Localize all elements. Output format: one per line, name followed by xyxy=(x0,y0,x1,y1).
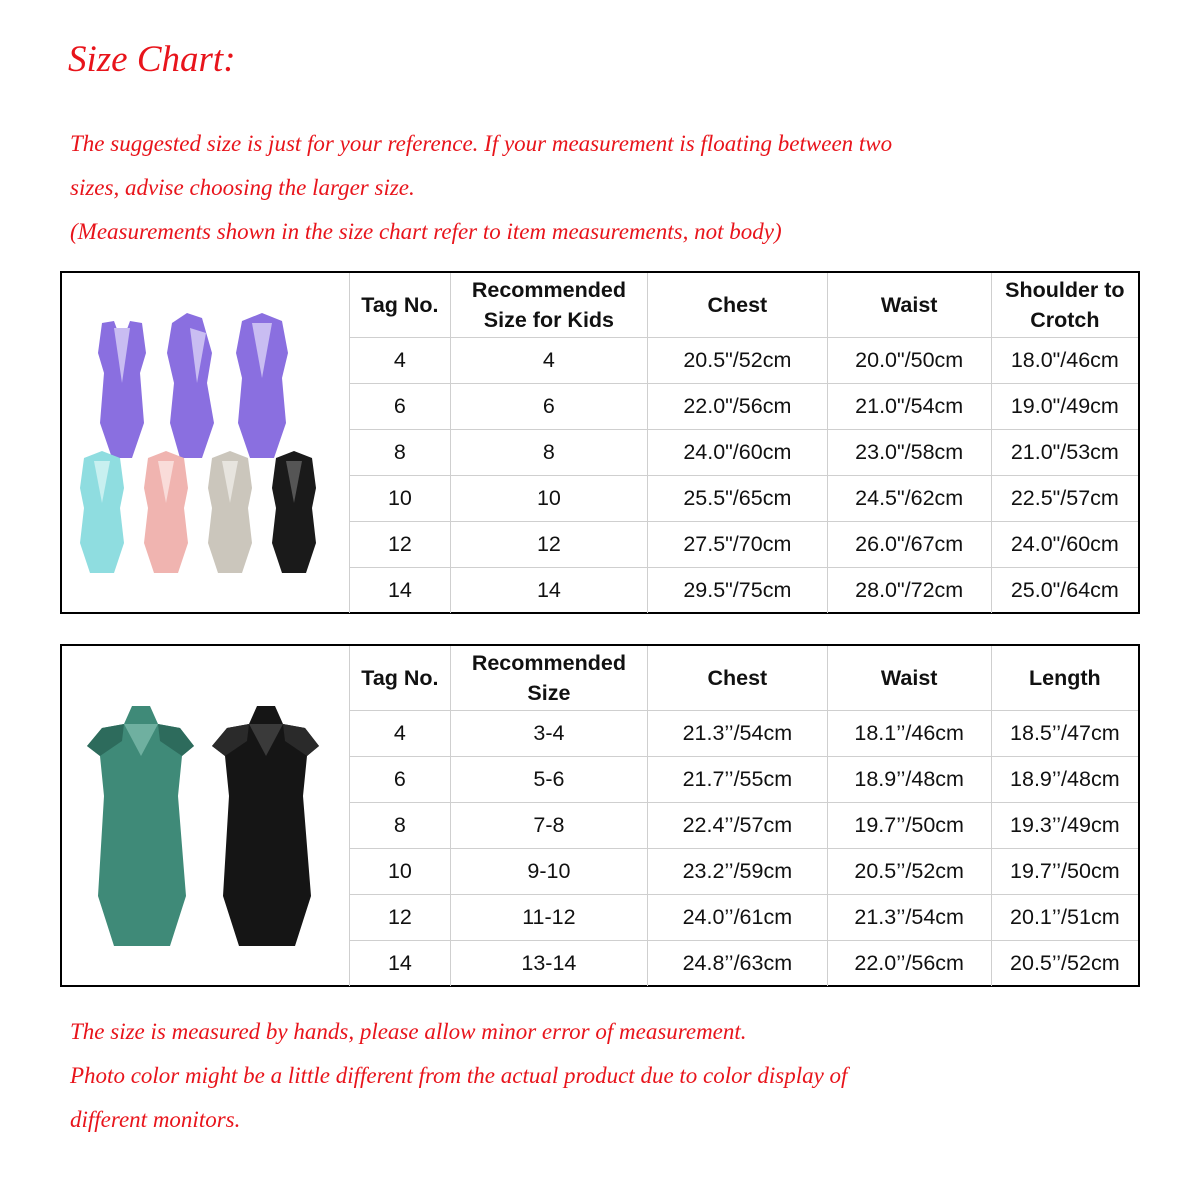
cell: 22.0"/56cm xyxy=(648,384,828,430)
cell: 8 xyxy=(450,430,647,476)
header-waist: Waist xyxy=(827,273,991,338)
table-row xyxy=(350,849,1139,895)
cell: 23.0"/58cm xyxy=(827,430,991,476)
intro-note xyxy=(70,122,1170,254)
leotard-purple-side xyxy=(167,313,214,458)
table-row xyxy=(350,476,1139,522)
intro-line-1: The suggested size is just for your reference. If your measurement is floating between two xyxy=(70,131,893,156)
cell: 19.3’’/49cm xyxy=(991,803,1138,849)
cell: 24.0"/60cm xyxy=(648,430,828,476)
cell: 18.0"/46cm xyxy=(991,338,1138,384)
table-header-row xyxy=(350,273,1139,338)
table-row xyxy=(350,338,1139,384)
page-title: Size Chart: xyxy=(68,39,236,80)
cell: 24.0’’/61cm xyxy=(648,895,828,941)
cell: 20.5’’/52cm xyxy=(827,849,991,895)
cell: 4 xyxy=(350,711,451,757)
table-row xyxy=(350,895,1139,941)
header-tag-no: Tag No. xyxy=(350,273,451,338)
cell: 18.9’’/48cm xyxy=(827,757,991,803)
size-table-velvet-leotard xyxy=(60,644,1140,987)
cell: 14 xyxy=(450,568,647,614)
table-row xyxy=(350,522,1139,568)
cell: 12 xyxy=(350,895,451,941)
leotard-aqua xyxy=(80,451,124,573)
cell: 20.5"/52cm xyxy=(648,338,828,384)
cell: 23.2’’/59cm xyxy=(648,849,828,895)
intro-line-3: (Measurements shown in the size chart refer to item measurements, not body) xyxy=(70,219,782,244)
cell: 4 xyxy=(450,338,647,384)
cell: 24.8’’/63cm xyxy=(648,941,828,987)
header-length: Length xyxy=(991,646,1138,711)
outro-line-3: different monitors. xyxy=(70,1107,241,1132)
outro-line-1: The size is measured by hands, please allow minor error of measurement. xyxy=(70,1019,747,1044)
cell: 21.0"/53cm xyxy=(991,430,1138,476)
cell: 6 xyxy=(350,757,451,803)
leotard-illustration-2 xyxy=(62,646,349,985)
leotard-black xyxy=(272,451,316,573)
table-row xyxy=(350,803,1139,849)
cell: 6 xyxy=(350,384,451,430)
cell: 18.1’’/46cm xyxy=(827,711,991,757)
table-row xyxy=(350,711,1139,757)
cell: 22.0’’/56cm xyxy=(827,941,991,987)
table-header-row xyxy=(350,646,1139,711)
cell: 25.5"/65cm xyxy=(648,476,828,522)
cell: 10 xyxy=(350,476,451,522)
cell: 8 xyxy=(350,430,451,476)
product-image-lace-leotards xyxy=(62,273,350,612)
cell: 7-8 xyxy=(450,803,647,849)
cell: 19.7’’/50cm xyxy=(991,849,1138,895)
intro-line-2: sizes, advise choosing the larger size. xyxy=(70,175,415,200)
cell: 10 xyxy=(450,476,647,522)
cell: 27.5"/70cm xyxy=(648,522,828,568)
header-recommended-size: Recommended Size for Kids xyxy=(450,273,647,338)
table-row xyxy=(350,757,1139,803)
leotard-purple-back xyxy=(236,313,288,458)
cell: 10 xyxy=(350,849,451,895)
cell: 21.3’’/54cm xyxy=(827,895,991,941)
product-image-velvet-leotards xyxy=(62,646,350,985)
cell: 24.5"/62cm xyxy=(827,476,991,522)
leotard-pink xyxy=(144,451,188,573)
cell: 20.0"/50cm xyxy=(827,338,991,384)
outro-note xyxy=(70,1010,1170,1142)
table-row xyxy=(350,384,1139,430)
header-chest: Chest xyxy=(648,273,828,338)
cell: 11-12 xyxy=(450,895,647,941)
size-table-2 xyxy=(349,646,1138,986)
table-row xyxy=(350,430,1139,476)
cell: 14 xyxy=(350,941,451,987)
cell: 20.1’’/51cm xyxy=(991,895,1138,941)
table-row xyxy=(350,568,1139,614)
leotard-black-velvet xyxy=(212,706,319,946)
header-waist: Waist xyxy=(827,646,991,711)
cell: 5-6 xyxy=(450,757,647,803)
header-recommended-size: Recommended Size xyxy=(450,646,647,711)
cell: 25.0"/64cm xyxy=(991,568,1138,614)
cell: 20.5’’/52cm xyxy=(991,941,1138,987)
cell: 14 xyxy=(350,568,451,614)
cell: 13-14 xyxy=(450,941,647,987)
header-tag-no: Tag No. xyxy=(350,646,451,711)
cell: 21.0"/54cm xyxy=(827,384,991,430)
cell: 24.0"/60cm xyxy=(991,522,1138,568)
leotard-green xyxy=(87,706,194,946)
cell: 8 xyxy=(350,803,451,849)
cell: 6 xyxy=(450,384,647,430)
cell: 3-4 xyxy=(450,711,647,757)
outro-line-2: Photo color might be a little different from the actual product due to color display of xyxy=(70,1063,848,1088)
cell: 9-10 xyxy=(450,849,647,895)
table-row xyxy=(350,941,1139,987)
cell: 21.7’’/55cm xyxy=(648,757,828,803)
cell: 4 xyxy=(350,338,451,384)
size-table-1 xyxy=(349,273,1138,613)
cell: 21.3’’/54cm xyxy=(648,711,828,757)
cell: 22.5"/57cm xyxy=(991,476,1138,522)
cell: 12 xyxy=(350,522,451,568)
size-table-lace-leotard xyxy=(60,271,1140,614)
cell: 26.0"/67cm xyxy=(827,522,991,568)
cell: 18.9’’/48cm xyxy=(991,757,1138,803)
cell: 18.5’’/47cm xyxy=(991,711,1138,757)
header-chest: Chest xyxy=(648,646,828,711)
cell: 28.0"/72cm xyxy=(827,568,991,614)
cell: 22.4’’/57cm xyxy=(648,803,828,849)
cell: 19.0"/49cm xyxy=(991,384,1138,430)
header-shoulder-to-crotch: Shoulder to Crotch xyxy=(991,273,1138,338)
cell: 12 xyxy=(450,522,647,568)
cell: 19.7’’/50cm xyxy=(827,803,991,849)
leotard-illustration xyxy=(62,273,349,612)
cell: 29.5"/75cm xyxy=(648,568,828,614)
leotard-beige xyxy=(208,451,252,573)
leotard-purple-front xyxy=(98,321,146,458)
